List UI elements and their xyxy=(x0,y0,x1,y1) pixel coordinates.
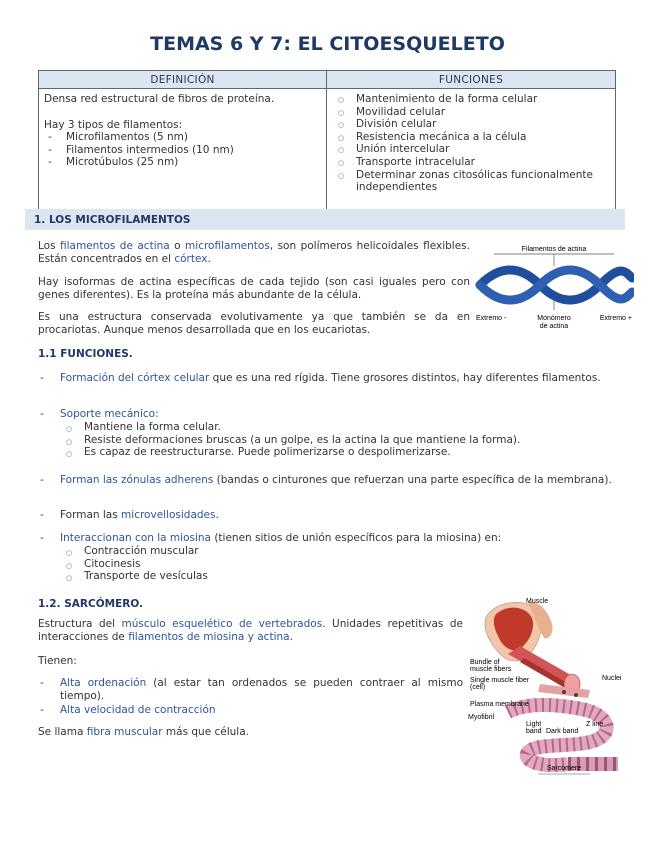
label-bundle-2: muscle fibers xyxy=(470,666,512,673)
list-item: ○ Contracción muscular xyxy=(60,545,616,558)
funcion-item-zonulas: - Forman las zónulas adherens (bandas o cinturones que refuerzan una parte específica de la membrana). xyxy=(40,474,612,486)
fiber-bundle xyxy=(508,646,590,698)
label-single-fiber-1: Single muscle fiber xyxy=(470,677,530,684)
list-item: - Microtúbulos (25 nm) xyxy=(44,156,321,169)
list-item: ○ Mantiene la forma celular. xyxy=(60,421,616,434)
list-item: ○ Citocinesis xyxy=(60,558,616,571)
heading-sarcomero: 1.2. SARCÓMERO. xyxy=(38,598,144,610)
label-myofibril: Myofibril xyxy=(468,714,495,721)
label-single-fiber-2: (cell) xyxy=(470,684,486,691)
label-extremo-menos: Extremo - xyxy=(476,315,507,322)
term-cortex: córtex xyxy=(174,252,208,265)
table-header-definicion: DEFINICIÓN xyxy=(39,71,327,89)
list-item: - Filamentos intermedios (10 nm) xyxy=(44,144,321,157)
funcion-item-miosina: - Interaccionan con la miosina (tienen sitios de unión específicos para la miosina) en: ○ Contracción muscular ○ Citocinesis ○ Transporte de vesículas xyxy=(60,532,616,583)
list-item: ○ Determinar zonas citosólicas funcionalmente independientes xyxy=(332,169,610,194)
section-heading-microfilamentos: 1. LOS MICROFILAMENTOS xyxy=(34,214,191,226)
definition-text: Densa red estructural de fibros de proteína. xyxy=(44,93,275,105)
actin-helix xyxy=(480,270,632,300)
list-item: ○ Mantenimiento de la forma celular xyxy=(332,93,610,106)
list-item: ○ Transporte intracelular xyxy=(332,156,610,169)
actin-filament-figure xyxy=(474,240,634,334)
paragraph-fibra-muscular: Se llama fibra muscular más que célula. xyxy=(38,726,249,738)
functions-cell xyxy=(327,89,616,210)
label-plasma-membrane: Plasma membrane xyxy=(470,701,529,708)
list-item: ○ Es capaz de reestructurarse. Puede polimerizarse o despolimerizarse. xyxy=(60,446,616,459)
label-dark-band: Dark band xyxy=(546,728,579,735)
types-intro: Hay 3 tipos de filamentos: xyxy=(44,118,183,131)
list-item: ○ Resistencia mecánica a la célula xyxy=(332,131,610,144)
list-item: - Microfilamentos (5 nm) xyxy=(44,131,321,144)
funcion-item-cortex: - Formación del córtex celular que es una red rígida. Tiene grosores distintos, hay diferentes filamentos. xyxy=(40,372,601,384)
label-z-line: Z line xyxy=(586,721,604,728)
filament-types-list xyxy=(44,131,321,169)
label-bundle-1: Bundle of xyxy=(470,659,500,666)
paragraph-conservada: Es una estructura conservada evolutivamente ya que también se da en procariotas. Aunque menos desarrollada que en los eucariotas. xyxy=(38,311,470,336)
definition-cell xyxy=(39,89,327,210)
list-item: ○ Unión intercelular xyxy=(332,143,610,156)
paragraph-isoformas: Hay isoformas de actina específicas de cada tejido (son casi iguales pero con genes diferentes). Es la proteína más abundante de la célula. xyxy=(38,276,470,301)
label-nuclei: Nuclei xyxy=(602,675,622,682)
funcion-item-microvellosidades: - Forman las microvellosidades. xyxy=(40,509,219,521)
muscle-structure-figure xyxy=(468,592,628,778)
functions-list xyxy=(332,93,610,194)
heading-funciones: 1.1 FUNCIONES. xyxy=(38,348,133,360)
funcion-item-soporte: - Soporte mecánico: ○ Mantiene la forma celular. ○ Resiste deformaciones bruscas (a un golpe, es la actina la que mantiene la forma). ○ Es capaz de reestructurarse. Puede polimerizarse o despolimerizarse. xyxy=(60,408,616,459)
label-light-band-1: Light xyxy=(526,721,542,728)
term-filamentos-actina: filamentos de actina xyxy=(60,240,170,252)
list-item: ○ Resiste deformaciones bruscas (a un golpe, es la actina la que mantiene la forma). xyxy=(60,434,616,447)
term-microfilamentos: microfilamentos xyxy=(185,240,270,252)
paragraph-actina: Los filamentos de actina o microfilamentos, son polímeros helicoidales flexibles. Están concentrados en el córtex. xyxy=(38,240,470,265)
paragraph-tienen: Tienen: xyxy=(38,655,77,667)
sarcomero-item-velocidad: - Alta velocidad de contracción xyxy=(40,704,216,716)
definition-functions-table xyxy=(38,70,616,210)
label-light-band-2: band xyxy=(526,728,542,735)
list-item: ○ Transporte de vesículas xyxy=(60,570,616,583)
label-extremo-mas: Extremo + xyxy=(599,315,632,322)
label-sarcomere: Sarcomere xyxy=(546,765,582,772)
figure-title: Filamentos de actina xyxy=(521,246,587,253)
myofibril xyxy=(508,705,618,765)
table-header-funciones: FUNCIONES xyxy=(327,71,616,89)
list-item: ○ Movilidad celular xyxy=(332,106,610,119)
sarcomero-item-ordenacion: - Alta ordenación (al estar tan ordenados se pueden contraer al mismo tiempo). xyxy=(40,677,463,702)
label-monomero: Monómero xyxy=(537,315,571,322)
page-title: TEMAS 6 Y 7: EL CITOESQUELETO xyxy=(150,33,505,55)
paragraph-sarcomero: Estructura del músculo esquelético de vertebrados. Unidades repetitivas de interacciones de filamentos de miosina y actina. xyxy=(38,618,463,643)
label-muscle: Muscle xyxy=(526,598,549,605)
label-de-actina: de actina xyxy=(539,323,569,330)
list-item: ○ División celular xyxy=(332,118,610,131)
